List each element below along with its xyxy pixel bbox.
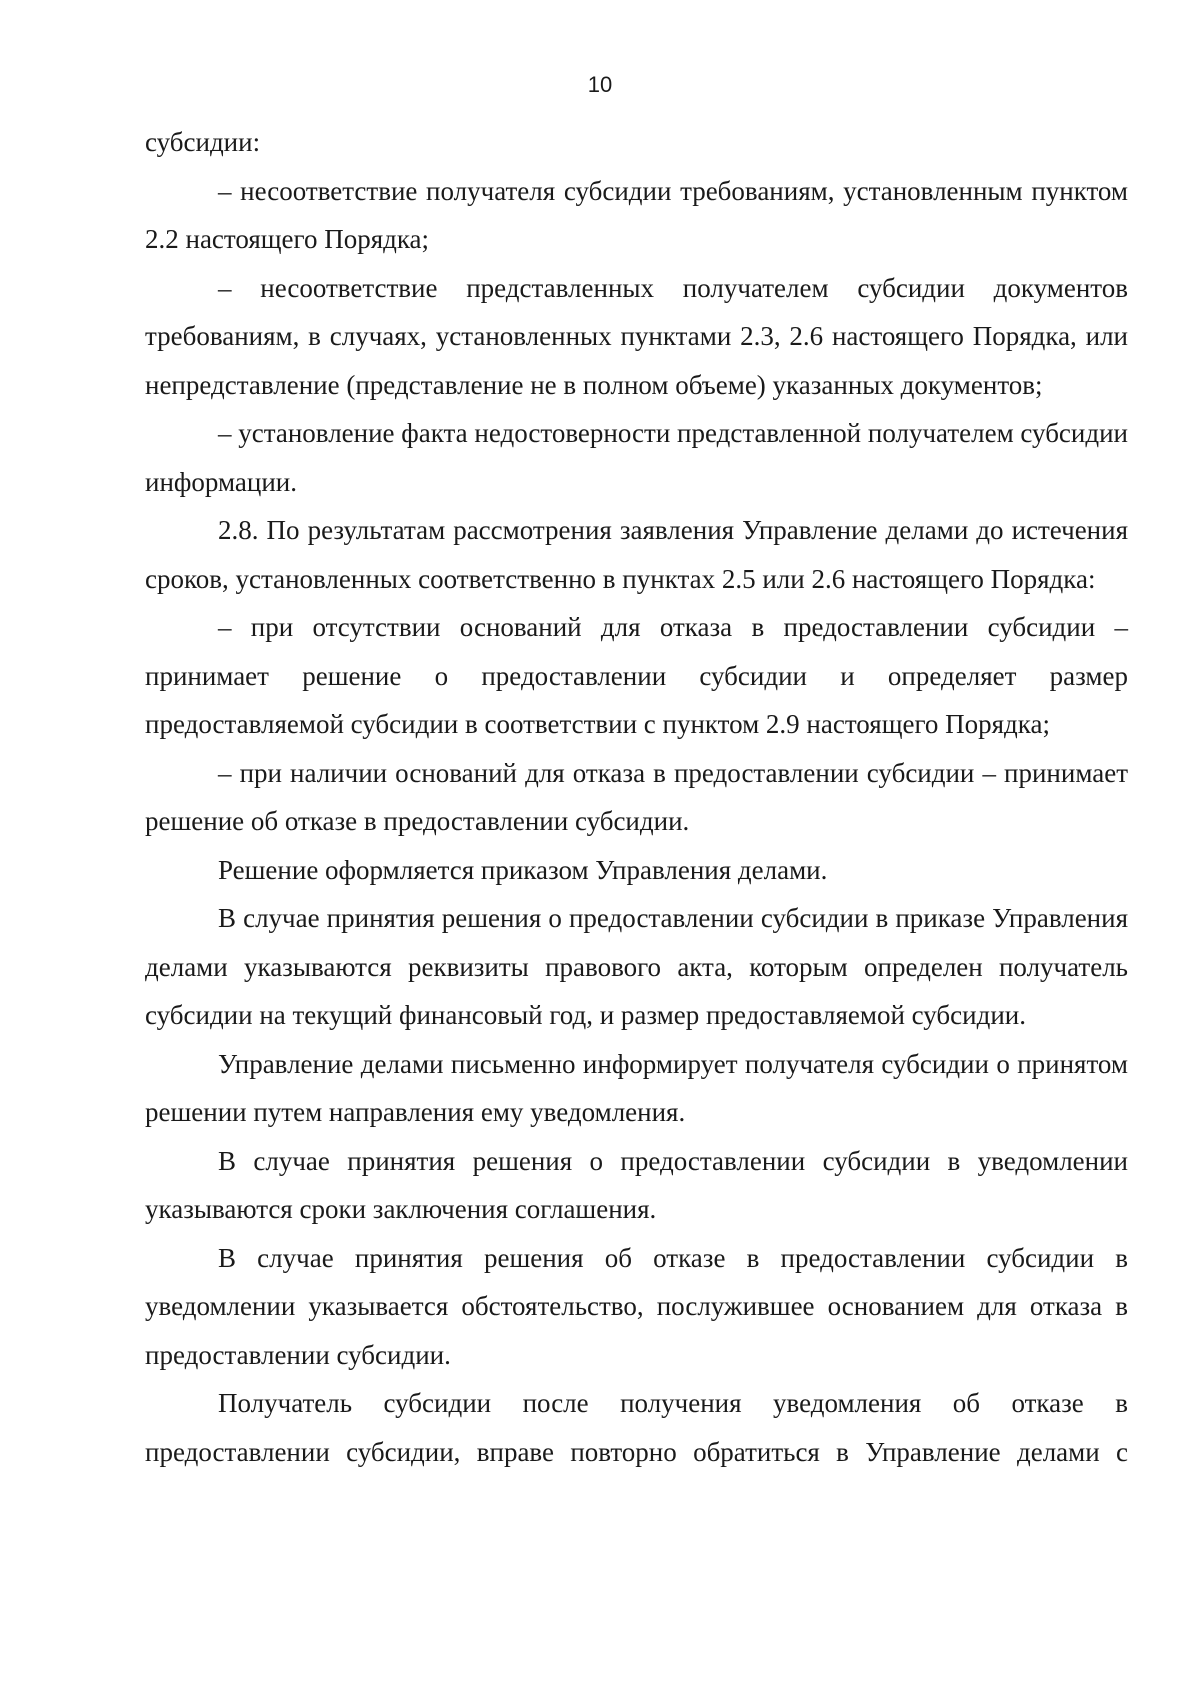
paragraph: В случае принятия решения о предоставлении субсидии в приказе Управления делами указываются реквизиты правового акта, которым определен получатель субсидии на текущий финансовый год, и размер предоставляемой субсидии. (145, 903, 1128, 1030)
paragraph: субсидии: (145, 127, 261, 157)
paragraph: – несоответствие представленных получателем субсидии документов требованиям, в случаях, установленных пунктами 2.3, 2.6 настоящего Порядка, или непредставление (представление не в полном объеме) указанных документов; (145, 272, 1128, 400)
paragraph: – при отсутствии оснований для отказа в предоставлении субсидии – принимает решение о предоставлении субсидии и определяет размер предоставляемой субсидии в соответствии с пунктом 2.9 настоящего Порядка; (145, 612, 1128, 739)
paragraph: Управление делами письменно информирует получателя субсидии о принятом решении путем направления ему уведомления. (145, 1048, 1128, 1127)
paragraph: 2.8. По результатам рассмотрения заявления Управление делами до истечения сроков, установленных соответственно в пунктах 2.5 или 2.6 настоящего Порядка: (145, 515, 1128, 594)
page-number: 10 (587, 72, 613, 97)
paragraph: – при наличии оснований для отказа в предоставлении субсидии – принимает решение об отказе в предоставлении субсидии. (145, 757, 1128, 836)
document-body (145, 118, 1128, 1476)
paragraph-continued: Получатель субсидии после получения уведомления об отказе в предоставлении субсидии, вправе повторно обратиться в Управление делами с (145, 1388, 1128, 1467)
paragraph: – установление факта недостоверности представленной получателем субсидии информации. (145, 418, 1128, 497)
paragraph: В случае принятия решения об отказе в предоставлении субсидии в уведомлении указывается обстоятельство, послужившее основанием для отказа в предоставлении субсидии. (145, 1242, 1128, 1370)
paragraph: В случае принятия решения о предоставлении субсидии в уведомлении указываются сроки заключения соглашения. (145, 1145, 1128, 1224)
paragraph: Решение оформляется приказом Управления делами. (218, 854, 828, 885)
paragraph: – несоответствие получателя субсидии требованиям, установленным пунктом 2.2 настоящего Порядка; (145, 175, 1128, 254)
